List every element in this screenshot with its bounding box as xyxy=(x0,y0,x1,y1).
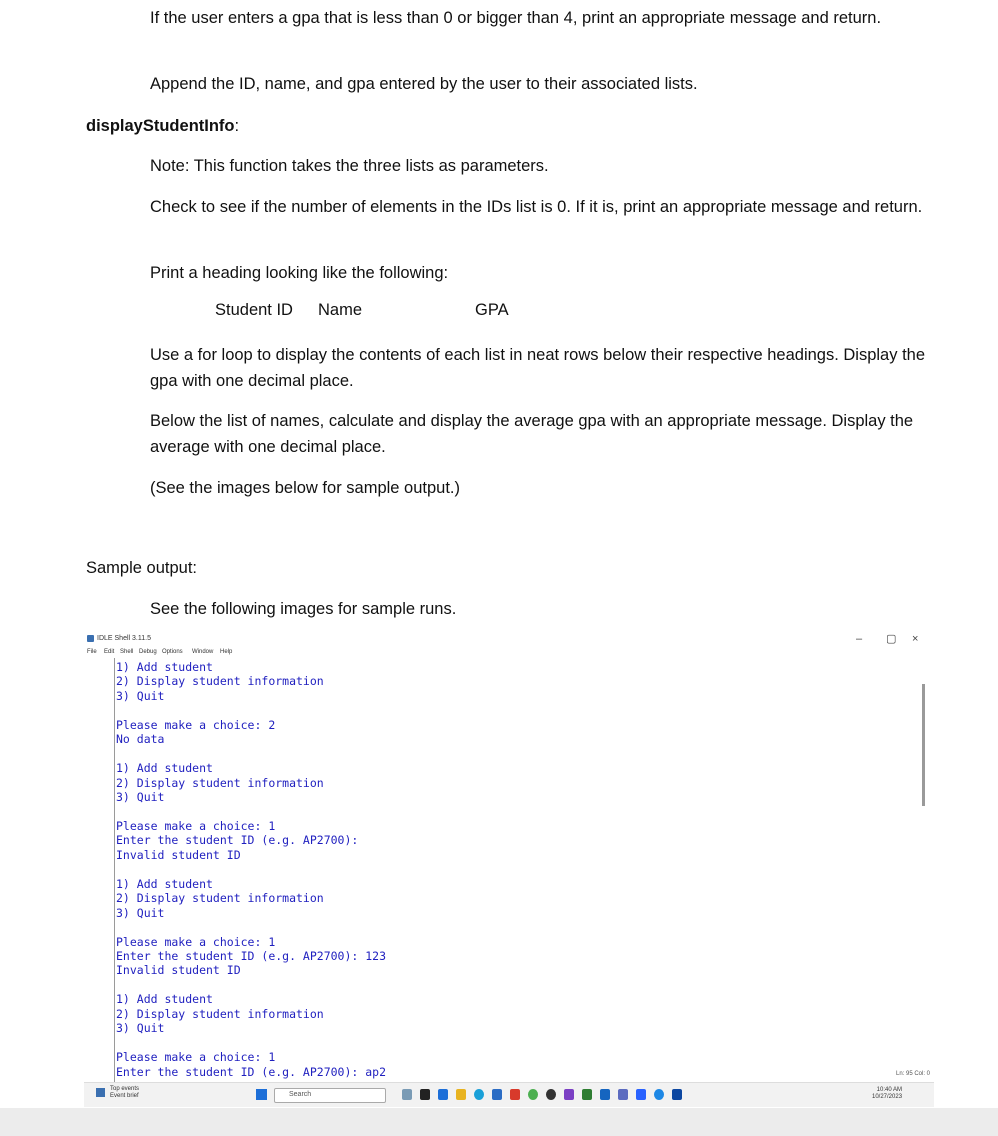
paragraph-print-heading: Print a heading looking like the following: xyxy=(150,264,449,282)
shell-line: No data xyxy=(116,732,165,747)
taskbar-app-icon[interactable] xyxy=(654,1089,664,1100)
shell-line: 3) Quit xyxy=(116,790,165,805)
menu-debug[interactable]: Debug xyxy=(139,649,157,655)
shell-line: 2) Display student information xyxy=(116,775,324,790)
function-colon: : xyxy=(234,117,240,135)
shell-line: 1) Add student xyxy=(116,876,213,891)
function-heading xyxy=(86,113,239,139)
shell-line: 1) Add student xyxy=(116,992,213,1007)
window-title: IDLE Shell 3.11.5 xyxy=(97,635,151,642)
menu-shell[interactable]: Shell xyxy=(120,649,134,655)
shell-line: Please make a choice: 1 xyxy=(116,818,276,833)
maximize-button[interactable]: ▢ xyxy=(886,633,897,645)
taskbar xyxy=(84,1082,934,1107)
start-icon[interactable] xyxy=(256,1089,267,1100)
close-button[interactable]: × xyxy=(912,633,919,645)
shell-line: Please make a choice: 1 xyxy=(116,934,276,949)
news-widget-icon[interactable] xyxy=(96,1088,105,1097)
shell-line: 1) Add student xyxy=(116,660,213,674)
shell-line: 2) Display student information xyxy=(116,674,324,689)
taskbar-app-icon[interactable] xyxy=(636,1089,646,1100)
taskbar-app-icon[interactable] xyxy=(546,1089,556,1100)
taskbar-app-icon[interactable] xyxy=(564,1089,574,1100)
taskbar-app-icon[interactable] xyxy=(618,1089,628,1100)
taskbar-app-icon[interactable] xyxy=(492,1089,502,1100)
status-bar xyxy=(0,1070,998,1080)
shell-line: Enter the student ID (e.g. AP2700): xyxy=(116,833,359,848)
heading-gpa: GPA xyxy=(475,301,509,319)
line-column-status: Ln: 95 Col: 0 xyxy=(896,1071,931,1077)
window-titlebar xyxy=(84,632,934,646)
idle-shell-window xyxy=(84,632,934,1082)
taskbar-app-icon[interactable] xyxy=(582,1089,592,1100)
minimize-button[interactable]: – xyxy=(856,633,863,645)
page-bottom-strip xyxy=(0,1108,998,1136)
taskbar-app-icon[interactable] xyxy=(438,1089,448,1100)
shell-line: 2) Display student information xyxy=(116,891,324,906)
paragraph-check: Check to see if the number of elements in the IDs list is 0. If it is, print an appropriate message and return. xyxy=(150,198,923,216)
taskbar-clock[interactable]: 10:40 AM 10/27/2023 xyxy=(872,1087,903,1100)
python-icon xyxy=(87,635,94,642)
shell-line: 2) Display student information xyxy=(116,1006,324,1021)
shell-line: 3) Quit xyxy=(116,1021,165,1036)
shell-line: Please make a choice: 2 xyxy=(116,717,276,732)
shell-line: Invalid student ID xyxy=(116,847,241,862)
paragraph-gpa-validation: If the user enters a gpa that is less than 0 or bigger than 4, print an appropriate message and return. xyxy=(150,9,882,27)
paragraph-append: Append the ID, name, and gpa entered by the user to their associated lists. xyxy=(150,75,698,93)
heading-student-id: Student ID xyxy=(215,301,293,319)
paragraph-note: Note: This function takes the three lists as parameters. xyxy=(150,157,549,175)
taskbar-app-icon[interactable] xyxy=(528,1089,538,1100)
shell-gutter xyxy=(108,658,115,1082)
shell-line: Invalid student ID xyxy=(116,963,241,978)
heading-name: Name xyxy=(318,301,363,319)
taskbar-app-icon[interactable] xyxy=(600,1089,610,1100)
menu-options[interactable]: Options xyxy=(162,649,183,655)
browser-icon[interactable] xyxy=(474,1089,484,1100)
shell-text-area[interactable] xyxy=(116,658,916,1082)
taskbar-app-icon[interactable] xyxy=(510,1089,520,1100)
shell-line: Please make a choice: 1 xyxy=(116,1050,276,1065)
taskbar-app-icon[interactable] xyxy=(672,1089,682,1100)
shell-line: 3) Quit xyxy=(116,688,165,703)
shell-line: Enter the student ID (e.g. AP2700): 123 xyxy=(116,949,387,963)
paragraph-sample-runs: See the following images for sample runs. xyxy=(150,600,457,618)
paragraph-see-images: (See the images below for sample output.) xyxy=(150,479,460,497)
menu-edit[interactable]: Edit xyxy=(104,649,115,655)
vertical-scrollbar[interactable] xyxy=(922,684,925,806)
news-widget-text: Top events Event brief xyxy=(110,1086,140,1099)
taskbar-search[interactable]: Search xyxy=(274,1088,386,1103)
paragraph-average: Below the list of names, calculate and display the average gpa with an appropriate message. Display the average with one decimal place. xyxy=(150,412,914,456)
sample-output-label: Sample output: xyxy=(86,559,197,577)
shell-line: 1) Add student xyxy=(116,761,213,776)
taskbar-app-icon[interactable] xyxy=(420,1089,430,1100)
taskbar-app-icon[interactable] xyxy=(402,1089,412,1100)
folder-icon[interactable] xyxy=(456,1089,466,1100)
function-name: displayStudentInfo xyxy=(86,117,235,135)
menu-window[interactable]: Window xyxy=(192,649,214,655)
paragraph-for-loop: Use a for loop to display the contents of each list in neat rows below their respective headings. Display the gpa with one decimal place. xyxy=(150,346,926,390)
shell-line: Enter the student ID (e.g. AP2700): ap2 xyxy=(116,1064,387,1079)
menu-file[interactable]: File xyxy=(87,649,97,655)
menu-bar xyxy=(84,647,934,657)
menu-help[interactable]: Help xyxy=(220,649,233,655)
shell-line: 3) Quit xyxy=(116,905,165,920)
